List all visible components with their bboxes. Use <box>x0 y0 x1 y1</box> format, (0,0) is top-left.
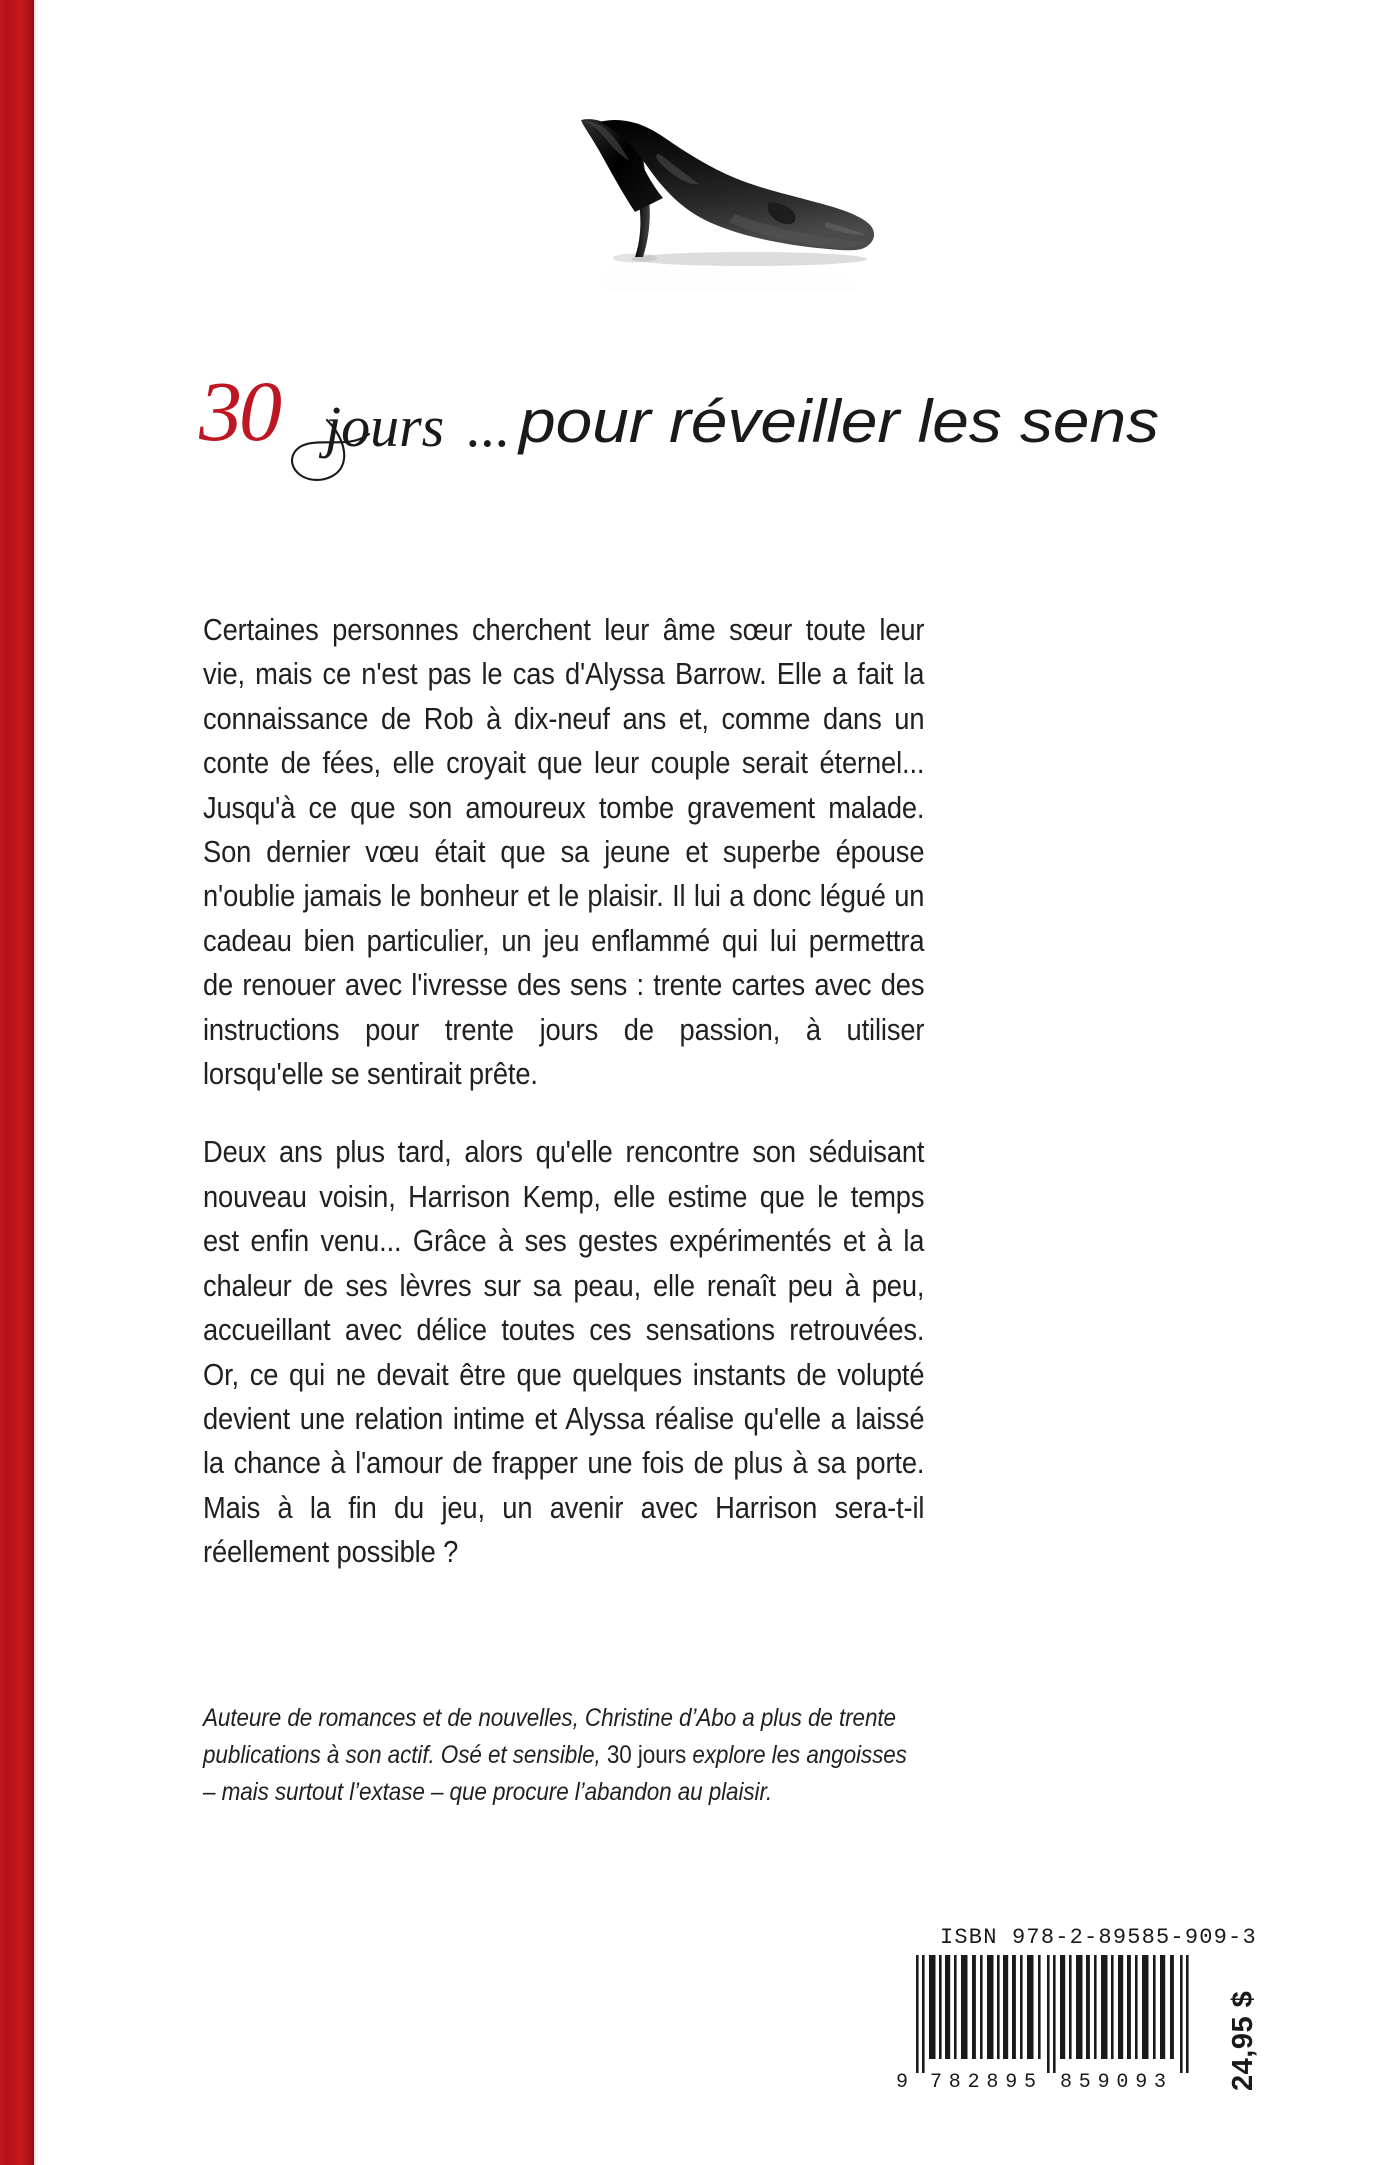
title-script-word: jours <box>325 394 445 459</box>
price-label: 24,95 $ <box>1227 1990 1259 2091</box>
high-heel-shoe-image <box>539 62 899 292</box>
title-ellipsis: ... <box>467 394 511 459</box>
barcode-block <box>894 1925 1294 2120</box>
title-artwork <box>199 368 1259 488</box>
blurb-paragraph: Certaines personnes cherchent leur âme sœur toute leur vie, mais ce n'est pas le cas d'Alyssa Barrow. Elle a fait la connaissance de Rob à dix-neuf ans et, comme dans un conte de fées, elle croyait que leur couple serait éternel... Jusqu'à ce que son amoureux tombe gravement malade. Son dernier vœu était que sa jeune et superbe épouse n'oublie jamais le bonheur et le plaisir. Il lui a donc légué un cadeau bien particulier, un jeu enflammé qui lui permettra de renouer avec l'ivresse des sens : trente cartes avec des instructions pour trente jours de passion, à utiliser lorsqu'elle se sentirait prête. <box>203 613 925 1092</box>
title-number: 30 <box>199 368 279 459</box>
author-bio-text <box>203 1700 923 1811</box>
book-title-lockup <box>199 368 1259 488</box>
ean-group-1: 782895 <box>930 2071 1043 2093</box>
author-bio-note <box>203 1700 925 1811</box>
spine-red-band <box>0 0 34 2165</box>
isbn-label: ISBN 978-2-89585-909-3 <box>940 1925 1257 1950</box>
ean-left-digit: 9 <box>896 2071 909 2093</box>
ean13-barcode <box>894 1953 1224 2093</box>
back-cover-blurb <box>203 608 925 1575</box>
blurb-paragraph: Deux ans plus tard, alors qu'elle rencontre son séduisant nouveau voisin, Harrison Kemp, elle estime que le temps est enfin venu... Grâce à ses gestes expérimentés et à la chaleur de ses lèvres sur sa peau, elle renaît peu à peu, accueillant avec délice toutes ces sensations retrouvées. Or, ce qui ne devait être que quelques instants de volupté devient une relation intime et Alyssa réalise qu'elle a laissé la chance à l'amour de frapper une fois de plus à sa porte. Mais à la fin du jeu, un avenir avec Harrison sera-t-il réellement possible ? <box>203 1135 925 1570</box>
title-tagline: pour réveiller les sens <box>516 388 1159 455</box>
barcode-icon <box>894 1953 1224 2093</box>
author-bio-part1: Auteure de romances et de nouvelles, Christine d’Abo a plus de trente publications à son actif. Osé et sensible, <box>203 1704 896 1769</box>
high-heel-shoe-icon <box>539 62 899 292</box>
cover-page-area <box>39 0 1400 2165</box>
author-bio-part2: explore les angoisses – mais surtout l’extase – que procure l’abandon au plaisir. <box>203 1741 907 1806</box>
ean-group-2: 859093 <box>1060 2071 1173 2093</box>
author-bio-title-mention: 30 jours <box>606 1741 687 1769</box>
